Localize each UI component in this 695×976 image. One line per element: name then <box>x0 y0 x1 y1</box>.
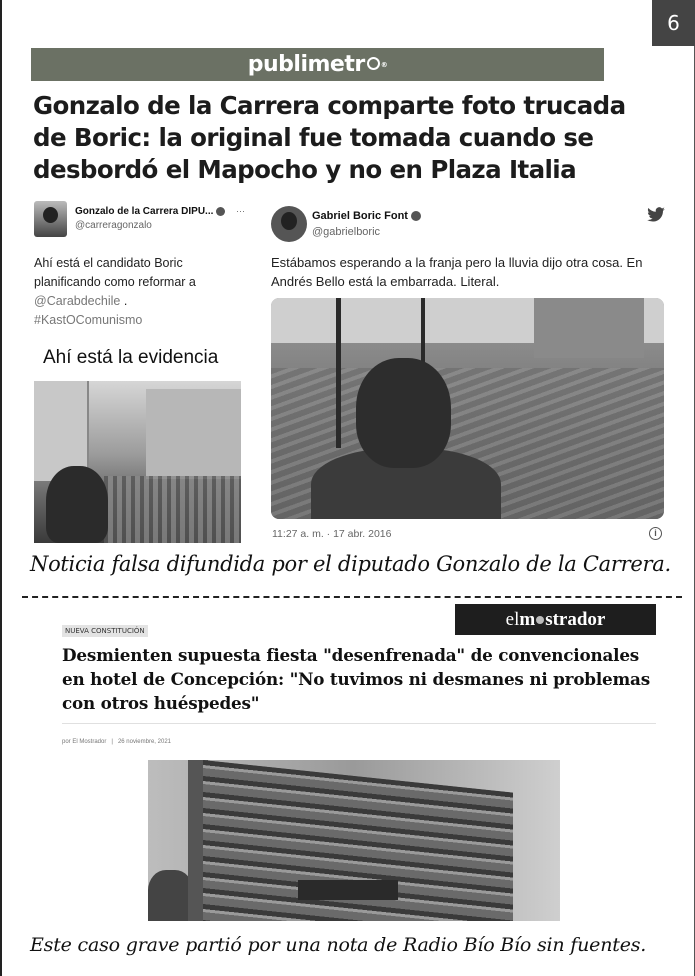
publimetro-logo-text: publimetr <box>247 52 365 77</box>
byline-author: por El Mostrador <box>62 739 107 745</box>
tweet-left-mention: @Carabdechile <box>34 294 121 308</box>
verified-icon <box>411 211 421 221</box>
caption-bottom: Este caso grave partió por una nota de Radio Bío Bío sin fuentes. <box>30 934 647 956</box>
globe-icon <box>367 57 380 70</box>
elmostrador-logo-bar <box>455 604 656 635</box>
photo-crowd <box>104 476 241 543</box>
category-badge: NUEVA CONSTITUCIÓN <box>62 625 148 637</box>
hotel-photo <box>148 760 560 921</box>
tweet-left-name <box>75 206 225 217</box>
tweet-left-handle: @carreragonzalo <box>75 220 152 231</box>
elmostrador-headline: Desmienten supuesta fiesta "desenfrenada" de convencionales en hotel de Concepción: "No tuvimos ni desmanes ni problemas con otros huéspedes" <box>62 645 650 713</box>
publimetro-headline: Gonzalo de la Carrera comparte foto trucada de Boric: la original fue tomada cuando se desbordó el Mapocho y no en Plaza Italia <box>33 91 626 184</box>
tweet-right-name <box>312 210 421 222</box>
elmostrador-logo-m: m <box>519 608 536 630</box>
tweet-left-body: Ahí está el candidato Boric planificando como reformar a <box>34 256 196 289</box>
photo-pole <box>336 298 341 448</box>
byline-date: 26 noviembre, 2021 <box>117 739 171 745</box>
photo-tree <box>534 298 644 358</box>
tweet-right-text: Estábamos esperando a la franja pero la lluvia dijo otra cosa. En Andrés Bello está la embarrada. Literal. <box>271 255 643 289</box>
verified-icon <box>216 207 225 216</box>
fake-photo <box>34 381 241 543</box>
tweet-left-name-text: Gonzalo de la Carrera DIPU... <box>75 206 214 217</box>
publimetro-logo-bar <box>31 48 604 81</box>
tweet-left-after-mention: . <box>120 294 128 308</box>
tweet-right-handle: @gabrielboric <box>312 226 381 238</box>
registered-mark: ® <box>380 60 388 69</box>
photo-tree <box>148 870 193 921</box>
byline <box>62 739 171 745</box>
avatar <box>34 201 67 237</box>
dashed-divider <box>22 596 682 598</box>
headline-rule <box>62 723 656 724</box>
tweet-right-timestamp: 11:27 a. m. · 17 abr. 2016 <box>272 528 392 540</box>
tweet-right-name-text: Gabriel Boric Font <box>312 210 408 222</box>
elmostrador-logo-suffix: strador <box>545 608 606 630</box>
evidence-overlay-text: Ahí está la evidencia <box>43 347 219 368</box>
photo-pole <box>421 298 425 368</box>
elmostrador-logo-prefix: el <box>505 608 520 630</box>
page-number: 6 <box>652 0 695 46</box>
photo-face <box>46 466 108 543</box>
twitter-bird-icon <box>646 207 666 223</box>
photo-face <box>356 358 451 468</box>
logo-dot-icon <box>536 616 544 624</box>
photo-building <box>146 389 241 479</box>
caption-top: Noticia falsa difundida por el diputado Gonzalo de la Carrera. <box>30 552 671 576</box>
more-icon: ··· <box>236 206 245 216</box>
byline-separator: | <box>111 739 113 745</box>
tweet-left-hashtag: #KastOComunismo <box>34 313 143 327</box>
original-photo <box>271 298 664 519</box>
tweet-left-text <box>34 254 244 330</box>
photo-canopy <box>298 880 398 900</box>
avatar <box>271 206 307 242</box>
info-icon: i <box>649 527 662 540</box>
